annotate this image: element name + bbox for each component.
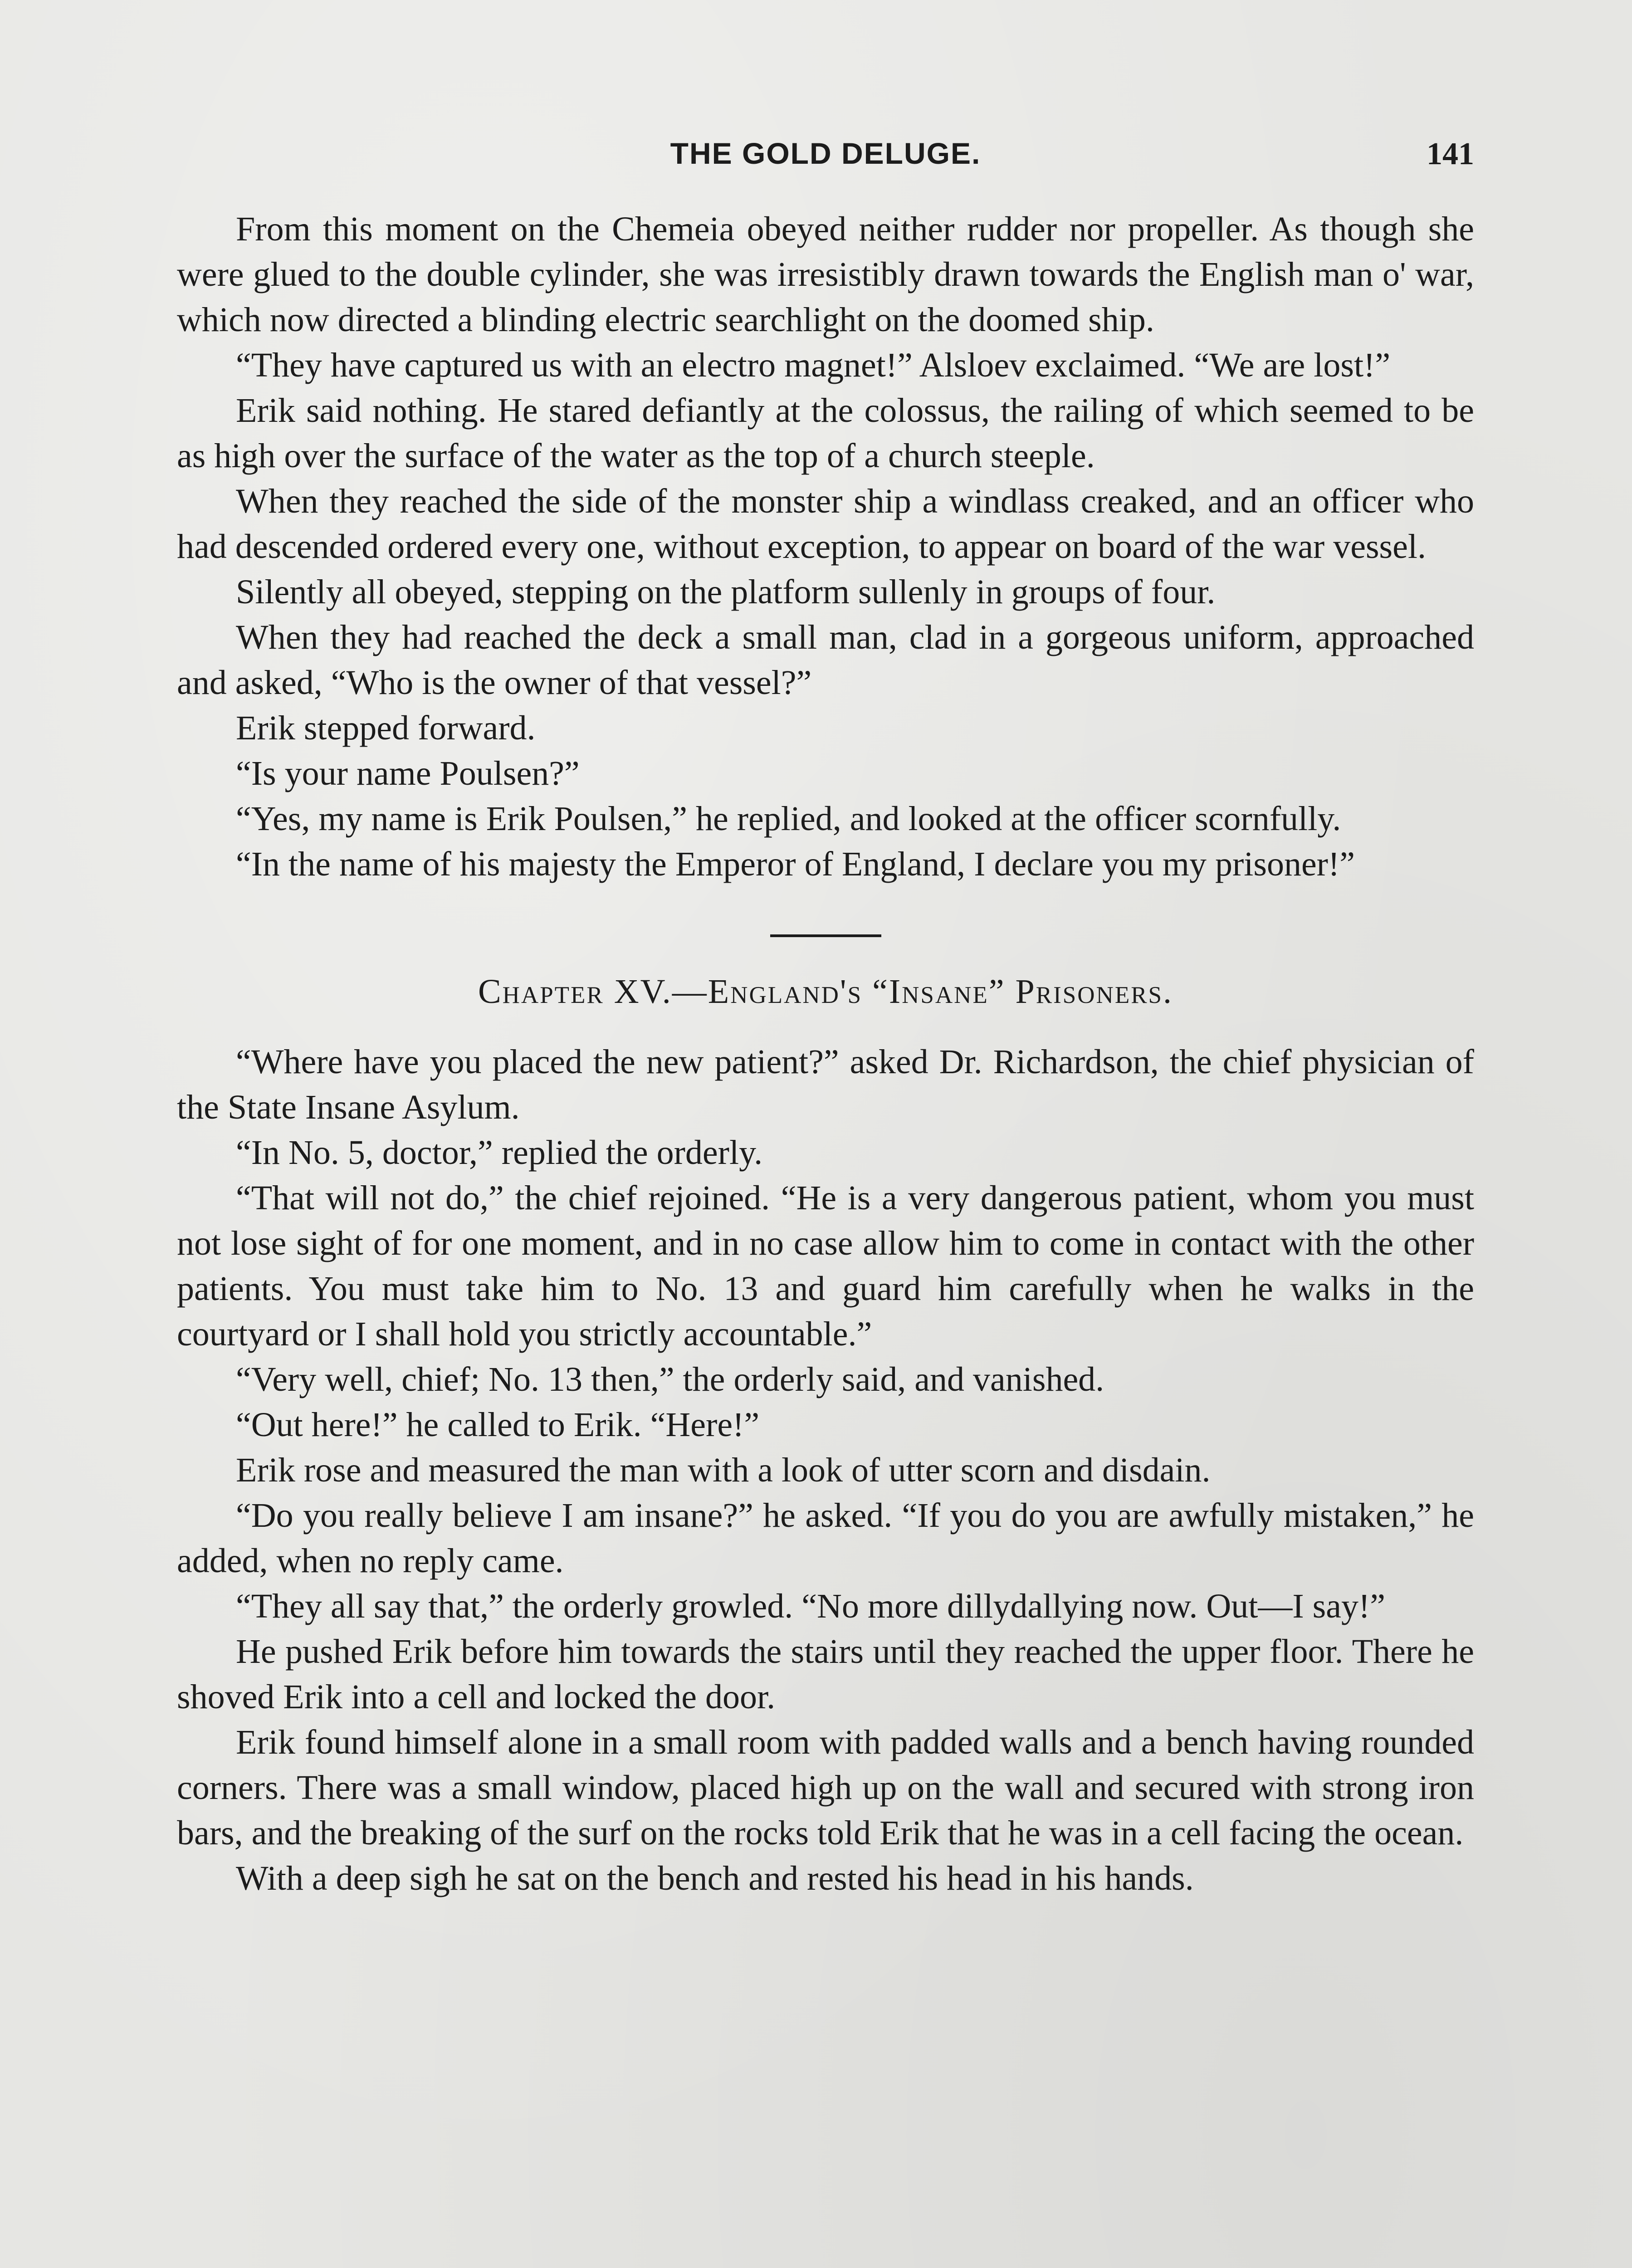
page-header	[177, 136, 1474, 186]
paragraph: From this moment on the Chemeia obeyed neither rudder nor propeller. As though she were glued to the double cylinder, she was irresistibly drawn towards the English man o' war, which now directed a blinding electric searchlight on the doomed ship.	[177, 210, 1474, 339]
paragraph: “Very well, chief; No. 13 then,” the orderly said, and vanished.	[236, 1360, 1104, 1398]
section-divider	[770, 934, 881, 937]
paragraph: Erik rose and measured the man with a look of utter scorn and disdain.	[236, 1451, 1211, 1489]
paragraph: Erik found himself alone in a small room with padded walls and a bench having rounded corners. There was a small window, placed high up on the wall and secured with strong iron bars, and the breaking of the surf on the rocks told Erik that he was in a cell facing the ocean.	[177, 1723, 1474, 1852]
paragraph: When they reached the side of the monster ship a windlass creaked, and an officer who had descended ordered every one, without exception, to appear on board of the war vessel.	[177, 482, 1474, 566]
paragraph: “In the name of his majesty the Emperor of England, I declare you my prisoner!”	[236, 845, 1355, 883]
paragraph: “They all say that,” the orderly growled. “No more dillydallying now. Out—I say!”	[236, 1587, 1386, 1625]
paragraph: “Do you really believe I am insane?” he asked. “If you do you are awfully mistaken,” he added, when no reply came.	[177, 1496, 1474, 1580]
paragraph: Erik stepped forward.	[236, 709, 536, 747]
paragraph: “They have captured us with an electro magnet!” Alsloev exclaimed. “We are lost!”	[236, 346, 1391, 384]
paragraph: Erik said nothing. He stared defiantly at the colossus, the railing of which seemed to be as high over the surface of the water as the top of a church steeple.	[177, 391, 1474, 475]
paragraph: Silently all obeyed, stepping on the platform sullenly in groups of four.	[236, 573, 1216, 611]
paragraph: “Out here!” he called to Erik. “Here!”	[236, 1406, 760, 1444]
paragraph: “Where have you placed the new patient?” asked Dr. Richardson, the chief physician of the State Insane Asylum.	[177, 1043, 1474, 1126]
paragraph: With a deep sigh he sat on the bench and rested his head in his hands.	[236, 1859, 1194, 1897]
body-text	[177, 206, 1474, 1901]
running-title: THE GOLD DELUGE.	[670, 137, 981, 170]
paragraph: “Is your name Poulsen?”	[236, 754, 580, 792]
paragraph: “That will not do,” the chief rejoined. “He is a very dangerous patient, whom you must not lose sight of for one moment, and in no case allow him to come in contact with the other patients. You must take him to No. 13 and guard him carefully when he walks in the courtyard or I shall hold you strictly accountable.”	[177, 1179, 1474, 1353]
paragraph: “Yes, my name is Erik Poulsen,” he replied, and looked at the officer scornfully.	[236, 800, 1341, 838]
page-number: 141	[1427, 137, 1474, 171]
chapter-heading: Chapter XV.—England's “Insane” Prisoners.	[478, 973, 1173, 1011]
paragraph: When they had reached the deck a small man, clad in a gorgeous uniform, approached and asked, “Who is the owner of that vessel?”	[177, 618, 1474, 702]
paragraph: He pushed Erik before him towards the stairs until they reached the upper floor. There he shoved Erik into a cell and locked the door.	[177, 1633, 1474, 1716]
paragraph: “In No. 5, doctor,” replied the orderly.	[236, 1134, 763, 1172]
